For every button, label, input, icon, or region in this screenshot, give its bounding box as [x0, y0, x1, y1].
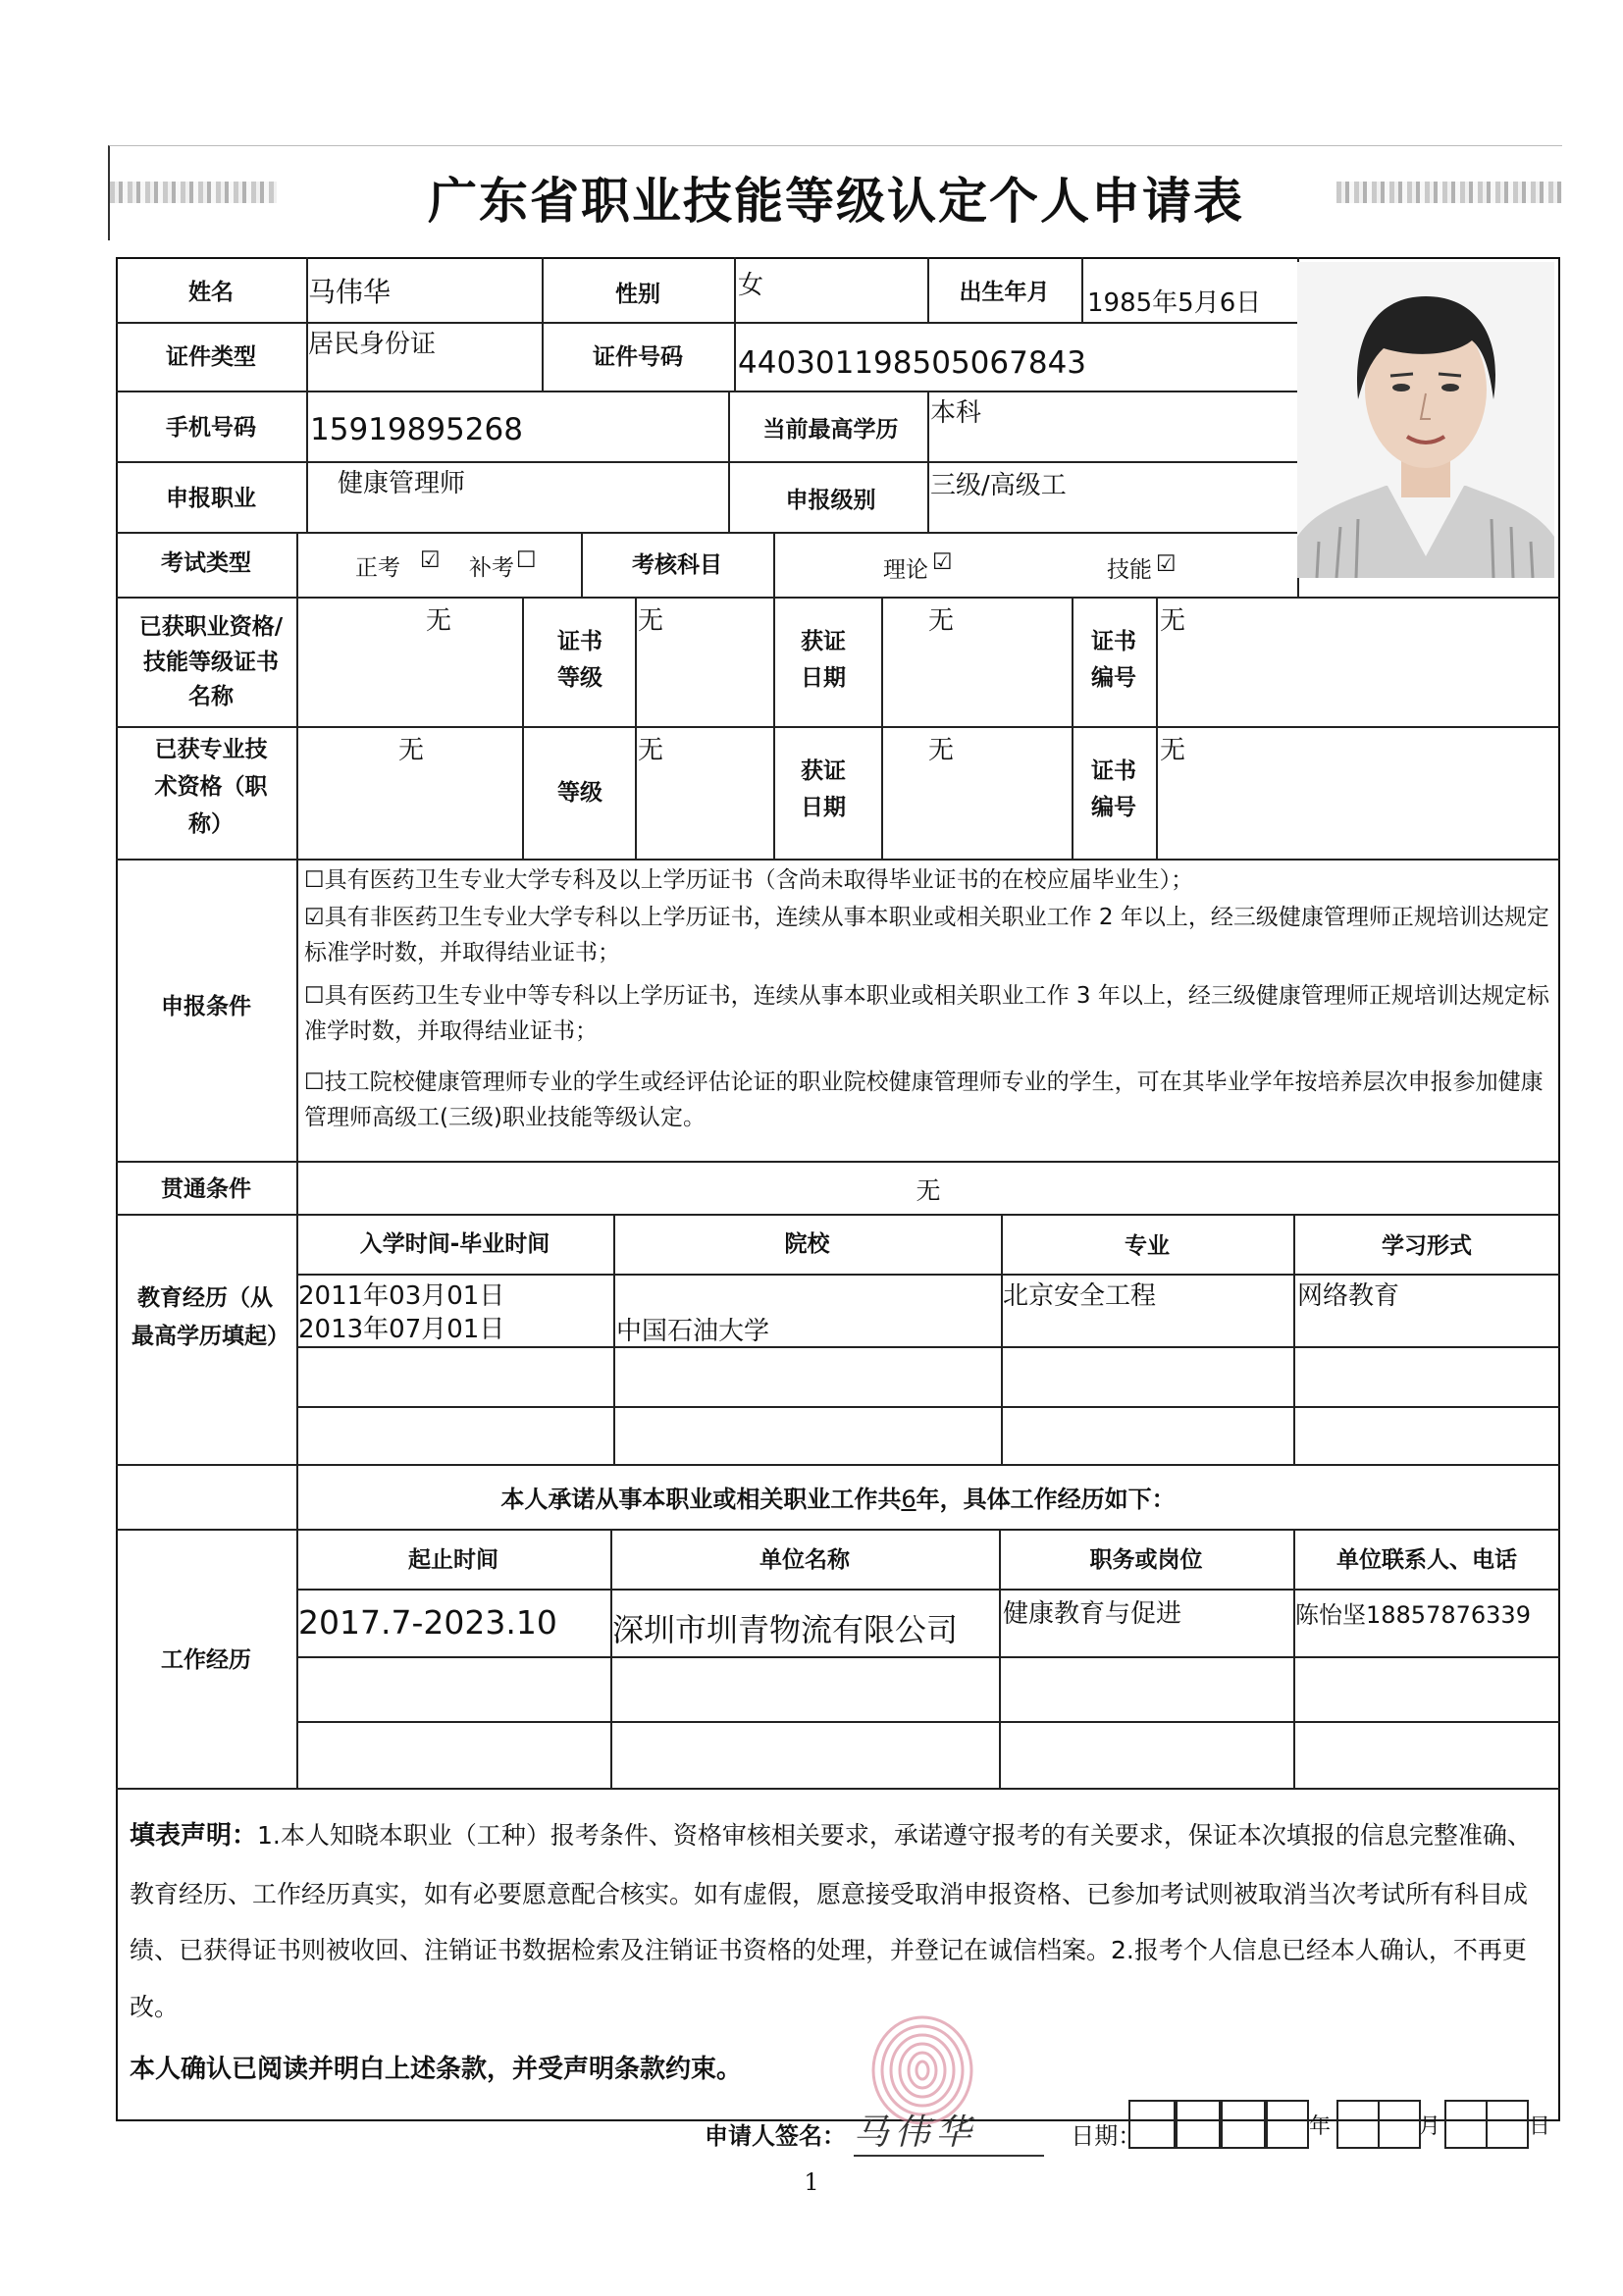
condition-checkbox[interactable]: ☐: [304, 1070, 325, 1095]
tech-grade-label: 等级: [557, 780, 602, 806]
tech-date-label: 获证日期: [801, 758, 846, 820]
theory-checkbox[interactable]: ☑: [932, 549, 953, 575]
page-number: 1: [804, 2168, 819, 2196]
phone-label: 手机号码: [166, 415, 256, 441]
voc-cert-label: 已获职业资格/技能等级证书名称: [138, 614, 284, 710]
edu-header-form: 学习形式: [1382, 1233, 1472, 1259]
voc-date-value: 无: [928, 606, 955, 636]
condition-checkbox[interactable]: ☑: [304, 905, 325, 930]
bukao-checkbox[interactable]: ☐: [516, 548, 537, 573]
phone-value: 15919895268: [310, 412, 523, 447]
name-value: 马伟华: [308, 276, 392, 308]
declaration-heading: 填表声明：: [130, 1821, 258, 1851]
condition-text: 具有非医药卫生专业大学专科以上学历证书，连续从事本职业或相关职业工作 2 年以上，经三级健康管理师正规培训达规定标准学时数，并取得结业证书；: [304, 905, 1549, 965]
work-header-contact: 单位联系人、电话: [1336, 1547, 1517, 1573]
work-years: 6: [901, 1486, 916, 1513]
exam-type-label: 考试类型: [161, 550, 251, 576]
gender-label: 性别: [615, 282, 660, 307]
voc-date-label: 获证日期: [801, 629, 846, 691]
tech-grade-value: 无: [638, 736, 664, 765]
edu-header-school: 院校: [784, 1231, 830, 1257]
condition-item: [304, 1066, 1550, 1135]
skill-checkbox[interactable]: ☑: [1156, 551, 1177, 577]
conditions-label: 申报条件: [161, 994, 251, 1019]
work-company: 深圳市圳青物流有限公司: [612, 1611, 959, 1648]
name-label: 姓名: [188, 280, 234, 305]
date-box-month[interactable]: [1378, 2100, 1421, 2149]
edu-major: 北京安全工程: [1003, 1281, 1157, 1311]
condition-text: 具有医药卫生专业大学专科及以上学历证书（含尚未取得毕业证书的在校应届毕业生）；: [324, 867, 1194, 893]
edu-end-date: 2013年07月01日: [298, 1315, 505, 1344]
date-box-year[interactable]: [1176, 2100, 1221, 2149]
skill-label: 技能: [1107, 557, 1152, 583]
birth-label: 出生年月: [959, 280, 1050, 305]
voc-no-value: 无: [1160, 606, 1186, 636]
voc-grade-label: 证书等级: [557, 629, 602, 691]
id-no-label: 证件号码: [593, 344, 683, 370]
signature-label: 申请人签名：: [705, 2122, 846, 2150]
guantong-label: 贯通条件: [161, 1176, 251, 1202]
signature: 马伟华: [854, 2105, 1044, 2157]
level-label: 申报级别: [785, 488, 876, 513]
applicant-photo: [1297, 262, 1554, 578]
work-history-label: 工作经历: [161, 1647, 251, 1673]
work-position: 健康教育与促进: [1003, 1599, 1182, 1629]
edu-form: 网络教育: [1297, 1281, 1400, 1311]
education-history-label: 教育经历（从最高学历填起）: [131, 1285, 289, 1350]
condition-text: 技工院校健康管理师专业的学生或经评估论证的职业院校健康管理师专业的学生，可在其毕业学年按培养层次申报参加健康管理师高级工(三级)职业技能等级认定。: [304, 1070, 1544, 1130]
declaration: [130, 1807, 1543, 2035]
voc-cert-name: 无: [426, 606, 452, 636]
occupation-label: 申报职业: [166, 486, 256, 511]
voc-no-label: 证书编号: [1091, 629, 1136, 691]
condition-checkbox[interactable]: ☐: [304, 983, 325, 1009]
edu-school: 中国石油大学: [616, 1317, 770, 1346]
declaration-text: 1.本人知晓本职业（工种）报考条件、资格审核相关要求，承诺遵守报考的有关要求，保证本次填报的信息完整准确、教育经历、工作经历真实，如有必要愿意配合核实。如有虚假，愿意接受取消申报资格、已参加考试则被取消当次考试所有科目成绩、已获得证书则被收回、注销证书数据检索及注销证书资格的处理，并登记在诚信档案。2.报考个人信息已经本人确认，不再更改。: [130, 1821, 1532, 2021]
day-char: 日: [1529, 2114, 1551, 2139]
subject-label: 考核科目: [632, 552, 722, 578]
tech-no-value: 无: [1160, 736, 1186, 765]
condition-item: [304, 863, 1550, 899]
zhengkao-checkbox[interactable]: ☑: [420, 548, 441, 573]
edu-header-major: 专业: [1125, 1233, 1170, 1259]
guantong-value: 无: [916, 1176, 941, 1205]
confirmation: 本人确认已阅读并明白上述条款，并受声明条款约束。: [130, 2055, 743, 2084]
bukao-label: 补考: [469, 555, 514, 581]
education-label: 当前最高学历: [762, 417, 899, 443]
tech-qual-name: 无: [398, 736, 425, 765]
work-header-position: 职务或岗位: [1089, 1547, 1203, 1573]
work-contact: 陈怡坚18857876339: [1295, 1601, 1531, 1629]
tech-no-label: 证书编号: [1091, 758, 1136, 820]
id-no-value: 440301198505067843: [738, 345, 1087, 381]
year-char: 年: [1309, 2114, 1332, 2139]
gender-value: 女: [738, 271, 764, 300]
date-box-month[interactable]: [1336, 2100, 1380, 2149]
voc-grade-value: 无: [638, 606, 664, 636]
level-value: 三级/高级工: [930, 471, 1067, 500]
condition-checkbox[interactable]: ☐: [304, 867, 325, 893]
date-box-year[interactable]: [1128, 2100, 1176, 2149]
tech-qual-label: 已获专业技术资格（职称）: [154, 737, 268, 837]
date-box-day[interactable]: [1486, 2100, 1529, 2149]
id-type-label: 证件类型: [166, 344, 256, 370]
form-title: 广东省职业技能等级认定个人申请表: [428, 172, 1244, 230]
work-header-period: 起止时间: [408, 1547, 498, 1573]
month-char: 月: [1419, 2114, 1441, 2139]
edu-start-date: 2011年03月01日: [298, 1281, 505, 1311]
occupation-value: 健康管理师: [338, 469, 466, 498]
date-label: 日期：: [1071, 2122, 1142, 2150]
id-type-value: 居民身份证: [308, 330, 437, 359]
condition-item: [304, 979, 1550, 1049]
work-header-company: 单位名称: [759, 1547, 850, 1573]
education-value: 本科: [930, 398, 982, 428]
condition-item: [304, 901, 1550, 970]
birth-value: 1985年5月6日: [1087, 288, 1262, 318]
date-box-year[interactable]: [1266, 2100, 1309, 2149]
work-period: 2017.7-2023.10: [298, 1603, 557, 1642]
zhengkao-label: 正考: [355, 555, 400, 581]
title-bar: [108, 145, 1562, 240]
date-box-year[interactable]: [1221, 2100, 1266, 2149]
signature-row: [705, 2105, 1141, 2157]
date-box-day[interactable]: [1444, 2100, 1488, 2149]
condition-text: 具有医药卫生专业中等专科以上学历证书，连续从事本职业或相关职业工作 3 年以上，经三级健康管理师正规培训达规定标准学时数，并取得结业证书；: [304, 983, 1549, 1044]
edu-header-period: 入学时间-毕业时间: [359, 1231, 550, 1257]
theory-label: 理论: [883, 557, 928, 583]
work-commitment: 本人承诺从事本职业或相关职业工作共6年，具体工作经历如下：: [500, 1486, 1176, 1513]
tech-date-value: 无: [928, 736, 955, 765]
